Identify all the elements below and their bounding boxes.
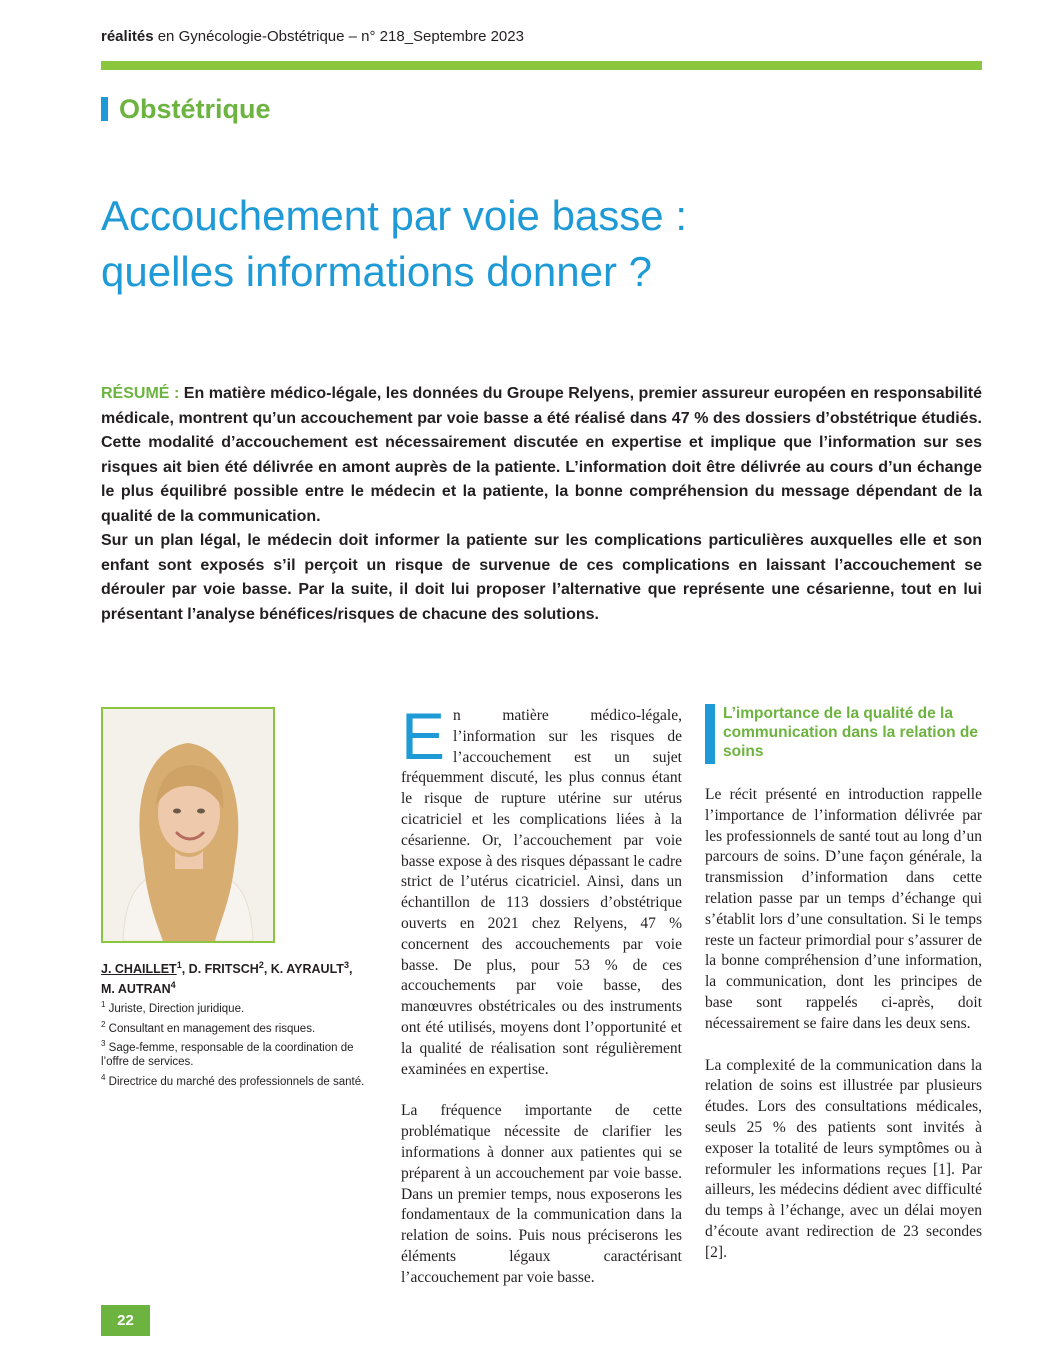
abstract-p1 [101,382,982,529]
title-line-2: quelles informations donner ? [101,248,653,295]
affiliation [101,998,373,1016]
body-paragraph [401,699,682,1080]
affiliation-number: 3 [101,1038,106,1048]
journal-name: réalités [101,28,154,45]
author-name: J. CHAILLET [101,962,177,977]
affiliation-text: Sage-femme, responsable de la coordination de l’offre de services. [101,1041,354,1069]
paragraph-gap [705,1035,982,1056]
author-portrait-image [103,709,273,941]
title-line-1: Accouchement par voie basse : [101,192,687,239]
abstract-lead: RÉSUMÉ : [101,385,180,402]
affiliation [101,1018,373,1036]
page-number: 22 [101,1305,150,1336]
section-label: Obstétrique [119,93,271,124]
paragraph-gap [401,1080,682,1101]
abstract-text-1: En matière médico-légale, les données du Groupe Relyens, premier assureur européen en responsabilité médicale, montrent qu’un accouchement par voie basse a été réalisé dans 47 % des dossiers d’obstétrique étudiés. Cette modalité d’accouchement est nécessairement discutée en expertise et implique que l’information sur ses risques ait bien été délivrée en amont auprès de la patiente. L’information doit être délivrée au cours d’un échange le plus équilibré possible entre le médecin et la patiente, la bonne compréhension du message dépendant de la qualité de la communication. [101,385,982,525]
subheading-text: L’importance de la qualité de la communication dans la relation de soins [723,705,978,760]
author-photo [101,707,275,943]
affiliation-text: Directrice du marché des professionnels de santé. [108,1075,365,1088]
article-title [101,188,981,300]
body-paragraph: La complexité de la communication dans la relation de soins est illustrée par plusieurs études. Lors des consultations médicales, seuls 25 % des patients sont invités à exposer la totalité de leurs symptômes ou à reformuler les informations reçues [1]. Par ailleurs, les médecins dédient avec difficulté du temps à l’échange, avec un délai moyen d’écoute avant redirection de 23 secondes [2]. [705,1056,982,1261]
author-sup: 3 [343,960,349,970]
affiliation-number: 2 [101,1019,106,1029]
abstract [101,382,982,627]
affiliation [101,1071,373,1089]
section-bar [101,97,108,121]
subheading [705,704,982,764]
body-column-right [705,785,982,1264]
journal-issue: en Gynécologie-Obstétrique – n° 218_Septembre 2023 [153,28,524,45]
subheading-bar [705,704,715,764]
author-sup: 2 [258,960,264,970]
affiliation-text: Juriste, Direction juridique. [108,1003,245,1016]
body-text: n matière médico-légale, l’information sur les risques de l’accouchement est un sujet fréquemment discuté, les plus connus étant le risque de rupture utérine sur utérus cicatriciel et les complications liées à la césarienne. Or, l’accouchement par voie basse expose à des risques dépassant le cadre strict de l’utérus cicatriciel. Ainsi, dans un échantillon de 113 dossiers d’obstétrique ouverts en 2021 chez Relyens, 47 % concernent des accouchements par voie basse. De plus, pour 53 % de ces accouchements par voie basse, des manœuvres obstétricales ou des instruments ont été utilisés, moyens dont l’opportunité et la qualité de réalisation sont régulièrement examinées en expertise. [401,707,682,1078]
abstract-p2: Sur un plan légal, le médecin doit informer la patiente sur les complications particulières auxquelles elle et son enfant sont exposés s’il perçoit un risque de survenue de ces complications en laissant l’accouchement se dérouler par voie basse. Par la suite, il doit lui proposer l’alternative que représente une césarienne, tout en lui présentant l’analyse bénéfices/risques de chacune des solutions. [101,532,982,623]
body-paragraph: La fréquence importante de cette problématique nécessite de clarifier les informations à donner aux patientes qui se préparent à un accouchement par voie basse. Dans un premier temps, nous exposerons les fondamentaux de la communication dans la relation de soins. Puis nous préciserons les éléments légaux caractérisant l’accouchement par voie basse. [401,1102,682,1286]
drop-cap: E [401,699,446,773]
affiliation-text: Consultant en management des risques. [108,1022,316,1035]
author-sup: 1 [176,960,182,970]
section-heading [101,94,271,124]
author-name: K. AYRAULT [270,962,344,977]
author-sup: 4 [170,980,176,991]
author-name: D. FRITSCH [188,962,259,977]
affiliation-number: 4 [101,1072,106,1082]
affiliation [101,1037,373,1070]
header-rule [101,61,982,70]
author-names: J. CHAILLET$^1$, D. FRITSCH$^2$, K. AYRAULT$^3$, M. AUTRAN$^4$ [101,960,353,997]
body-paragraph: Le récit présenté en introduction rappelle l’importance de l’information délivrée par les professionnels de santé tout au long d’un parcours de soins. D’une façon générale, la transmission d’information dans cette relation passe par un temps d’échange qui s’établit lors d’une consultation. Si le temps reste un facteur primordial pour s’assurer de la bonne compréhension d’une information, la communication, dont les principes de base sont rappelés ci-après, doit nécessairement se faire dans les deux sens. [705,786,982,1032]
body-column-middle [401,699,682,1289]
journal-header [101,28,524,45]
affiliation-number: 1 [101,1000,106,1010]
author-block [101,957,373,1089]
author-name: M. AUTRAN [101,982,171,997]
